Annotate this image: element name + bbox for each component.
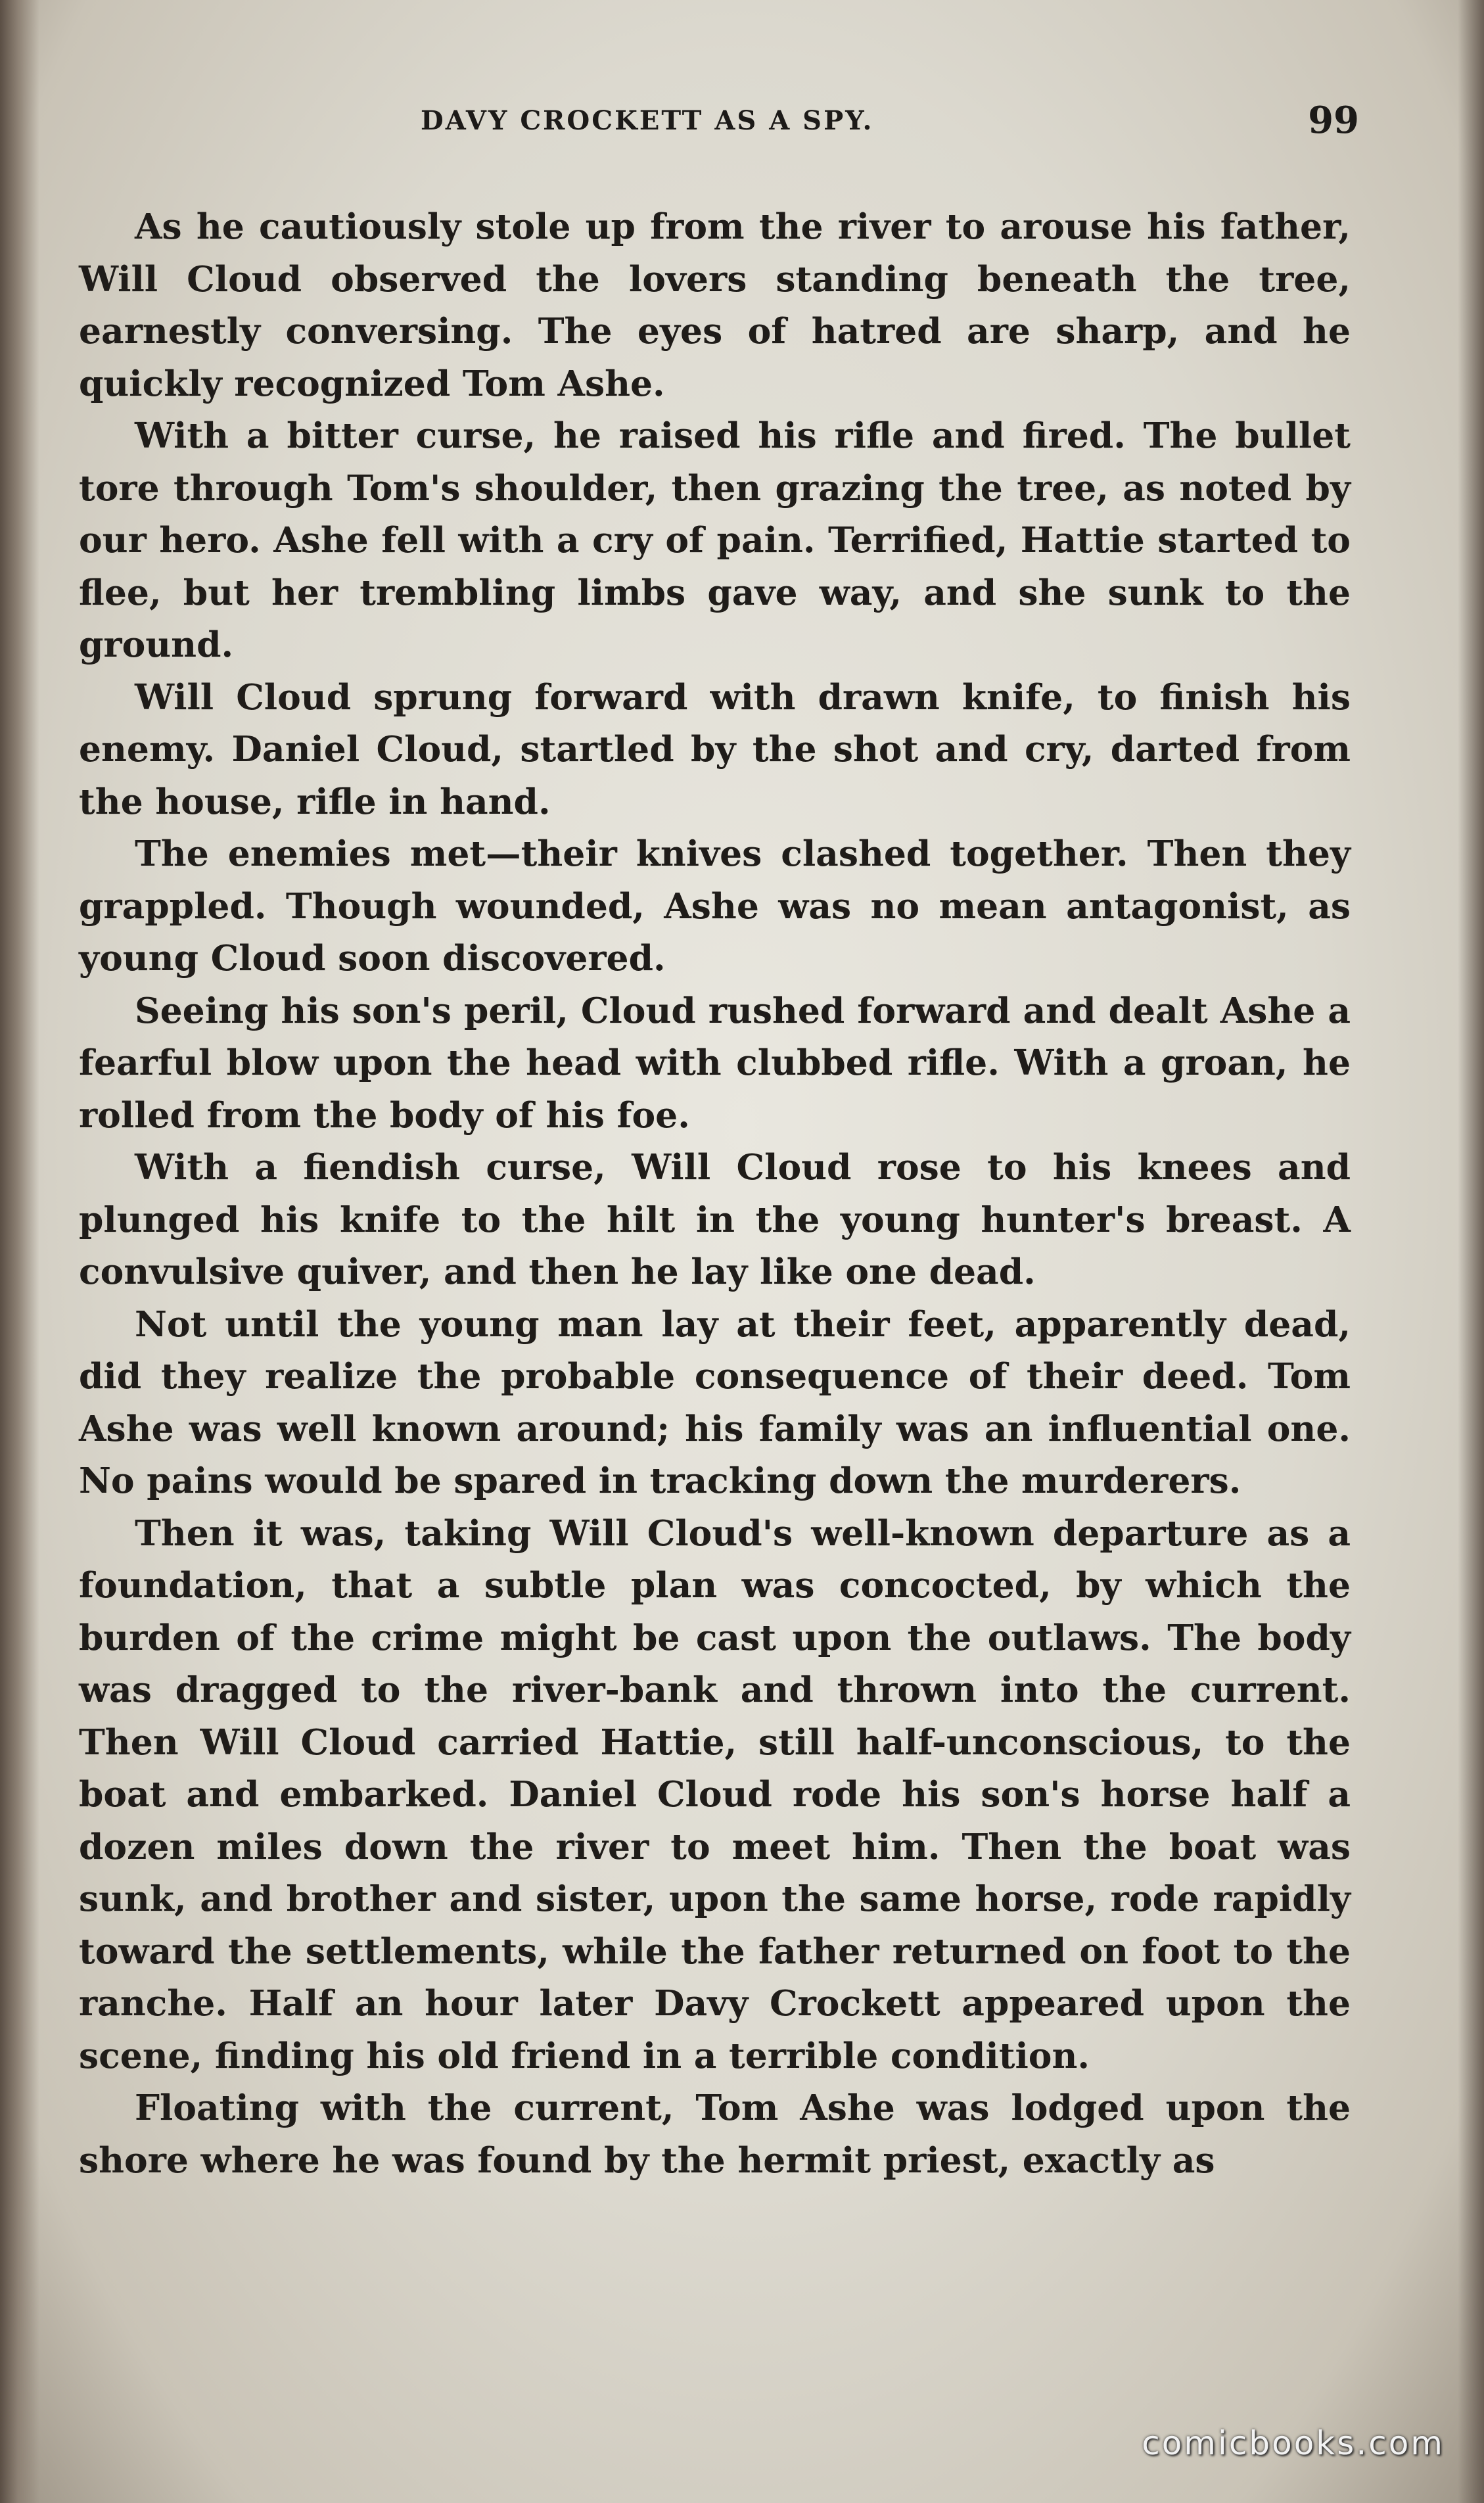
paragraph: Seeing his son's peril, Cloud rushed forward and dealt Ashe a fearful blow upon the head with clubbed rifle. With a groan, he rolled from the body of his foe.	[79, 989, 1351, 1136]
running-head: DAVY CROCKETT AS A SPY.	[421, 105, 874, 136]
paragraph: As he cautiously stole up from the river to arouse his father, Will Cloud observed the lovers standing beneath the tree, earnestly conversing. The eyes of hatred are sharp, and he quickly recognized Tom Ashe.	[79, 206, 1351, 404]
body-text	[79, 200, 1351, 2186]
paragraph: Not until the young man lay at their feet, apparently dead, did they realize the probable consequence of their deed. Tom Ashe was well known around; his family was an influential one. No pains would be spared in tracking down the murderers.	[79, 1303, 1351, 1501]
paragraph: With a fiendish curse, Will Cloud rose to his knees and plunged his knife to the hilt in the young hunter's breast. A convulsive quiver, and then he lay like one dead.	[79, 1146, 1351, 1292]
paragraph: With a bitter curse, he raised his rifle and fired. The bullet tore through Tom's shoulder, then grazing the tree, as noted by our hero. Ashe fell with a cry of pain. Terrified, Hattie started to flee, but her trembling limbs gave way, and she sunk to the ground.	[79, 415, 1351, 665]
paragraph: Floating with the current, Tom Ashe was lodged upon the shore where he was found by the hermit priest, exactly as	[79, 2087, 1351, 2181]
paragraph: Will Cloud sprung forward with drawn knife, to finish his enemy. Daniel Cloud, startled by the shot and cry, darted from the house, rifle in hand.	[79, 676, 1351, 822]
paragraph: The enemies met—their knives clashed together. Then they grappled. Though wounded, Ashe was no mean antagonist, as young Cloud soon discovered.	[79, 833, 1351, 979]
watermark: comicbooks.com	[1142, 2424, 1445, 2462]
paragraph: Then it was, taking Will Cloud's well-known departure as a foundation, that a subtle plan was concocted, by which the burden of the crime might be cast upon the outlaws. The body was dragged to the river-bank and thrown into the current. Then Will Cloud carried Hattie, still half-unconscious, to the boat and embarked. Daniel Cloud rode his son's horse half a dozen miles down the river to meet him. Then the boat was sunk, and brother and sister, upon the same horse, rode rapidly toward the settlements, while the father returned on foot to the ranche. Half an hour later Davy Crockett appeared upon the scene, finding his old friend in a terrible condition.	[79, 1512, 1351, 2076]
page-number: 99	[1308, 99, 1359, 142]
